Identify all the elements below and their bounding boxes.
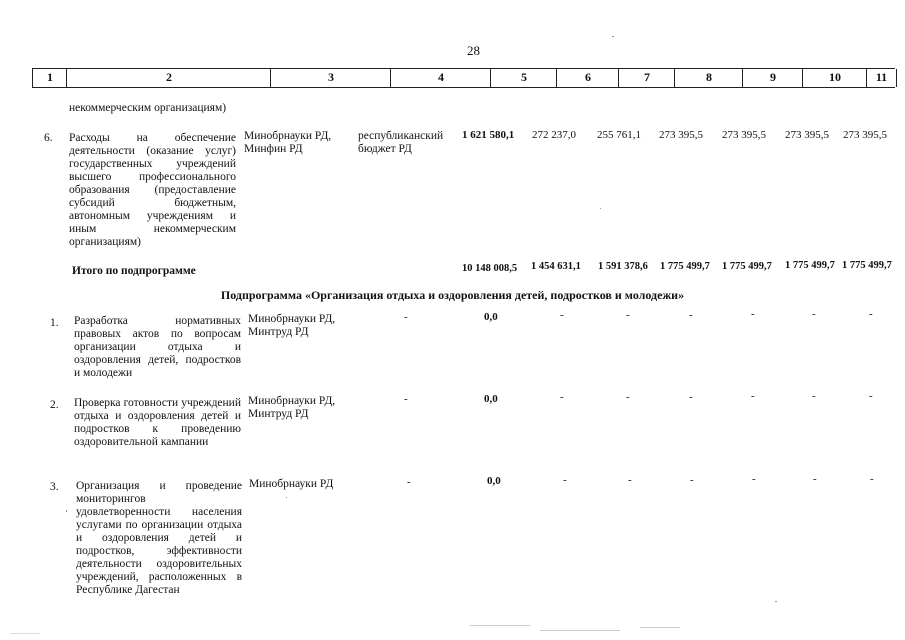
row-number: 1. (50, 317, 59, 329)
row-year-value: - (870, 473, 874, 485)
row-total: 1 621 580,1 (462, 129, 515, 141)
row-year-value: - (690, 474, 694, 486)
subtotal-year-value: 1 775 499,7 (660, 261, 710, 272)
row-year-value: 272 237,0 (532, 129, 576, 141)
column-header: 8 (674, 69, 743, 87)
column-header-row (32, 68, 895, 88)
row-year-value: - (628, 474, 632, 486)
continuation-text: некоммерческим организациям) (69, 102, 227, 114)
row-year-value: 255 761,1 (597, 129, 641, 141)
row-year-value: - (812, 308, 816, 320)
row-year-value: - (626, 391, 630, 403)
row-year-value: - (751, 390, 755, 402)
scan-speck (640, 627, 680, 628)
row-funding-source: - (404, 311, 408, 323)
row-year-value: - (689, 309, 693, 321)
scan-speck (286, 497, 287, 498)
row-year-value: - (563, 474, 567, 486)
row-year-value: 273 395,5 (843, 129, 887, 141)
subtotal-year-value: 1 775 499,7 (785, 260, 835, 271)
column-header: 1 (32, 69, 67, 87)
subtotal-label: Итого по подпрограмме (72, 265, 196, 277)
subtotal-total: 10 148 008,5 (462, 263, 518, 274)
row-description: Расходы на обеспечение деятельности (оказание услуг) государственных учреждений высшего профессионального образования (предоставление субсидий бюджетным, автономным учреждениям и иным некоммерческим организациям) (69, 132, 236, 248)
scan-speck (600, 208, 601, 209)
row-description: Разработка нормативных правовых актов по вопросам организации отдыха и оздоровления детей, подростков и молодежи (74, 315, 241, 379)
scan-speck (66, 510, 67, 512)
subtotal-year-value: 1 775 499,7 (722, 261, 772, 272)
row-year-value: - (689, 391, 693, 403)
row-year-value: - (813, 473, 817, 485)
column-header: 5 (490, 69, 557, 87)
subtotal-year-value: 1 591 378,6 (598, 261, 648, 272)
scan-speck (10, 633, 40, 634)
column-header: 2 (66, 69, 271, 87)
row-funding-source: - (404, 393, 408, 405)
row-number: 3. (50, 481, 59, 493)
row-description: Проверка готовности учреждений отдыха и оздоровления детей и подростков к проведению оздоровительной кампании (74, 397, 241, 448)
row-year-value: - (869, 390, 873, 402)
column-header: 6 (556, 69, 619, 87)
column-header: 3 (270, 69, 391, 87)
row-executor: Минобрнауки РД, Минтруд РД (248, 313, 336, 338)
row-executor: Минобрнауки РД, Минфин РД (244, 130, 332, 155)
row-total: 0,0 (484, 393, 498, 405)
scan-speck (612, 36, 614, 37)
row-year-value: - (626, 309, 630, 321)
row-year-value: 273 395,5 (659, 129, 703, 141)
row-executor: Минобрнауки РД, Минтруд РД (248, 395, 336, 420)
column-header: 7 (618, 69, 675, 87)
row-year-value: 273 395,5 (785, 129, 829, 141)
subtotal-year-value: 1 775 499,7 (842, 260, 892, 271)
scan-speck (470, 625, 530, 626)
row-total: 0,0 (487, 475, 501, 487)
row-number: 2. (50, 399, 59, 411)
scan-speck (775, 601, 777, 602)
column-header: 9 (742, 69, 803, 87)
column-header: 4 (390, 69, 491, 87)
row-year-value: - (812, 390, 816, 402)
scan-speck (540, 630, 620, 631)
row-year-value: - (560, 391, 564, 403)
page-number: 28 (467, 43, 480, 58)
row-year-value: - (560, 309, 564, 321)
row-year-value: - (752, 473, 756, 485)
row-year-value: - (751, 308, 755, 320)
row-year-value: - (869, 308, 873, 320)
row-executor: Минобрнауки РД (249, 478, 334, 490)
row-funding-source: республиканский бюджет РД (358, 130, 444, 155)
column-header: 10 (802, 69, 867, 87)
row-total: 0,0 (484, 311, 498, 323)
row-year-value: 273 395,5 (722, 129, 766, 141)
row-funding-source: - (407, 476, 411, 488)
column-header: 11 (866, 69, 897, 87)
subtotal-year-value: 1 454 631,1 (531, 261, 581, 272)
subprogram-title: Подпрограмма «Организация отдыха и оздоровления детей, подростков и молодежи» (220, 288, 685, 302)
row-description: Организация и проведение мониторингов удовлетворенности населения услугами по организации отдыха и оздоровления детей и подростков, эффективности деятельности оздоровительных учреждений, расположенных в Республике Дагестан (76, 480, 242, 596)
row-number: 6. (44, 132, 53, 144)
